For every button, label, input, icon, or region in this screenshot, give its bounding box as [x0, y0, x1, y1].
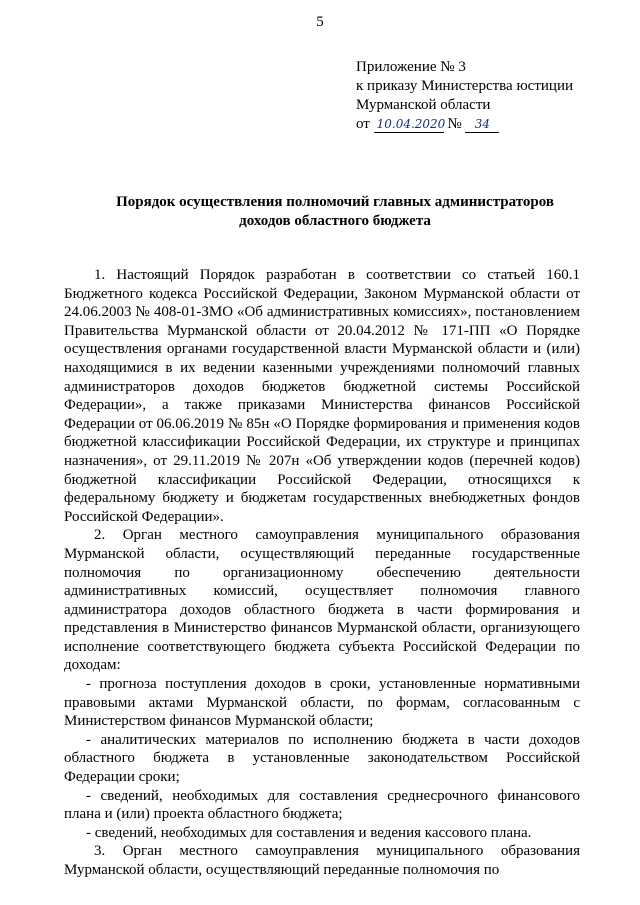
appendix-date-line	[356, 115, 573, 134]
number-label: №	[447, 116, 462, 132]
paragraph-3: 3. Орган местного самоуправления муниципального образования Мурманской области, осуществляющий переданные полномочия по	[64, 843, 580, 878]
appendix-line-1: Приложение № 3	[356, 59, 466, 75]
appendix-line-3: Мурманской области	[356, 97, 491, 113]
appendix-line-2: к приказу Министерства юстиции	[356, 78, 573, 94]
document-body	[64, 266, 580, 880]
title-line-1: Порядок осуществления полномочий главных администраторов	[116, 194, 554, 210]
appendix-header	[356, 58, 573, 134]
document-title	[100, 193, 570, 231]
list-item-forecast: - прогноза поступления доходов в сроки, установленные нормативными правовыми актами Мурманской области, по формам, согласованным с Министерством финансов Мурманской области;	[64, 676, 580, 730]
list-item-cash-plan: - сведений, необходимых для составления и ведения кассового плана.	[86, 824, 532, 841]
paragraph-2: 2. Орган местного самоуправления муниципального образования Мурманской области, осуществляющий переданные государственные полномочия по организационному обеспечению деятельности административных комиссий, осуществляет полномочия главного администратора доходов областного бюджета в части формирования и представления в Министерство финансов Мурманской области, организующего исполнение соответствующего бюджета субъекта Российской Федерации по доходам:	[64, 527, 580, 674]
from-label: от	[356, 116, 370, 132]
handwritten-number: 34	[465, 115, 499, 134]
list-item-financial-plan: - сведений, необходимых для составления среднесрочного финансового плана и (или) проекта областного бюджета;	[64, 787, 580, 823]
page-number: 5	[316, 14, 324, 30]
paragraph-1: 1. Настоящий Порядок разработан в соответствии со статьей 160.1 Бюджетного кодекса Российской Федерации, Законом Мурманской области от 24.06.2003 № 408-01-ЗМО «Об административных комиссиях», постановлением Правительства Мурманской области от 20.04.2012 № 171-ПП «О Порядке осуществления органами государственной власти Мурманской области и (или) находящимися в их ведении казенными учреждениями полномочий главных администраторов доходов бюджетов бюджетной системы Российской Федерации», а также приказами Министерства финансов Российской Федерации от 06.06.2019 № 85н «О Порядке формирования и применения кодов бюджетной классификации Российской Федерации, их структуре и принципах назначения», от 29.11.2019 № 207н «Об утверждении кодов (перечней кодов) бюджетной классификации Российской Федерации, относящихся к федеральному бюджету и бюджетам государственных внебюджетных фондов Российской Федерации».	[64, 267, 580, 525]
handwritten-date: 10.04.2020	[374, 115, 444, 134]
list-item-analytics: - аналитических материалов по исполнению бюджета в части доходов областного бюджета в установленные законодательством Российской Федерации сроки;	[64, 731, 580, 786]
title-line-2: доходов областного бюджета	[239, 213, 431, 229]
